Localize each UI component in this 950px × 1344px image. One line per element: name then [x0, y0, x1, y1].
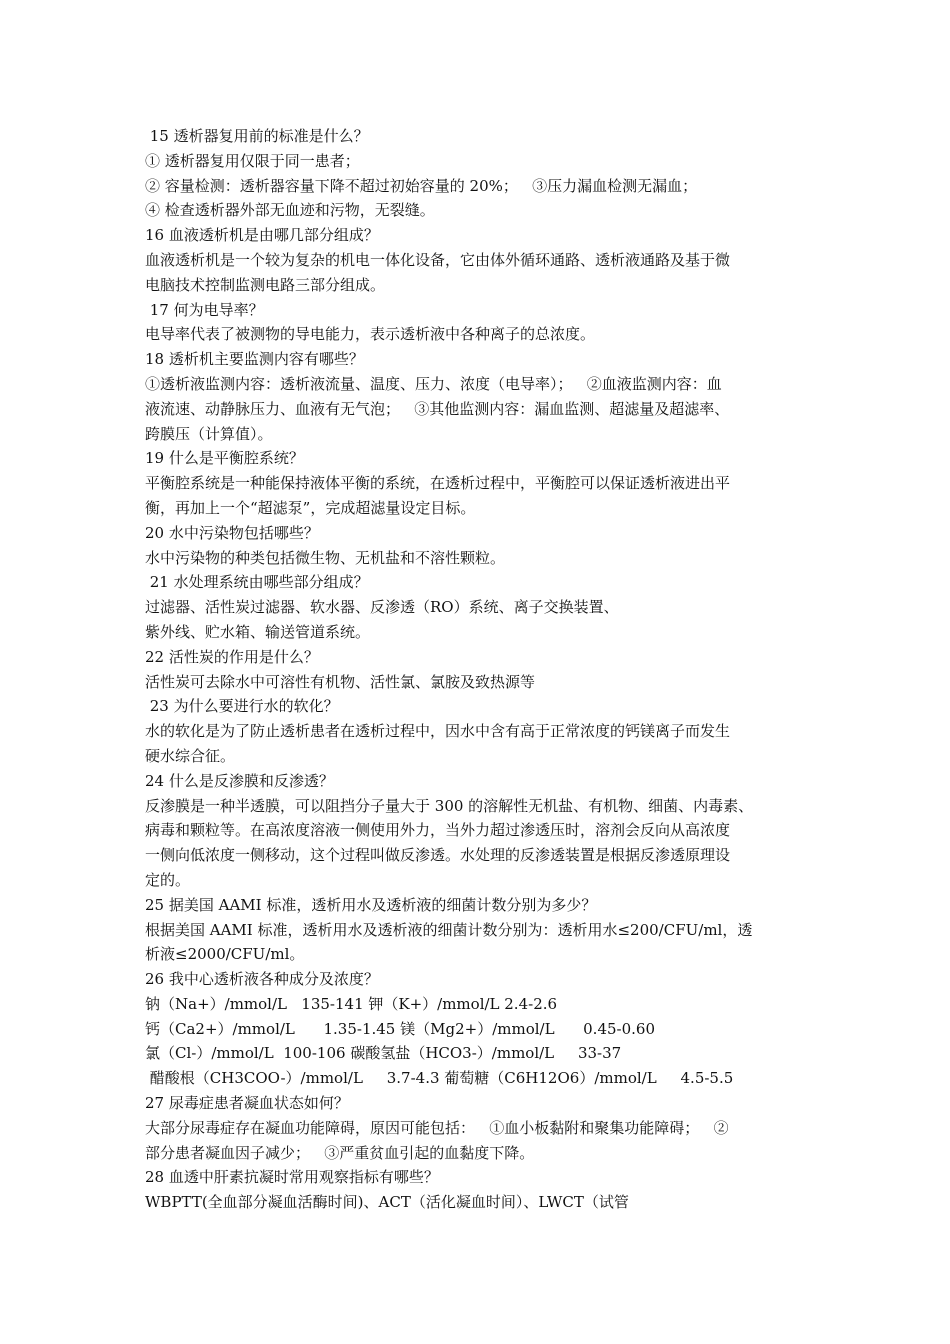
text-line: 16 血液透析机是由哪几部分组成？	[145, 226, 379, 245]
text-line: 21 水处理系统由哪些部分组成？	[145, 573, 369, 592]
text-line: 22 活性炭的作用是什么？	[145, 647, 319, 666]
text-line: 反渗膜是一种半透膜，可以阻挡分子量大于 300 的溶解性无机盐、有机物、细菌、内毒素、	[145, 796, 754, 815]
text-line: WBPTT(全血部分凝血活酶时间)、ACT（活化凝血时间）、LWCT（试管	[145, 1193, 629, 1212]
text-line: ② 容量检测：透析器容量下降不超过初始容量的 20%； ③压力漏血检测无漏血；	[145, 176, 698, 195]
text-line: 18 透析机主要监测内容有哪些？	[145, 350, 364, 369]
text-line: 电导率代表了被测物的导电能力，表示透析液中各种离子的总浓度。	[145, 325, 596, 344]
text-line: 钙（Ca2+）/mmol/L 1.35-1.45 镁（Mg2+）/mmol/L 0.45-0.60	[145, 1019, 656, 1038]
text-line: ④ 检查透析器外部无血迹和污物，无裂缝。	[145, 201, 435, 220]
text-line: 水的软化是为了防止透析患者在透析过程中，因水中含有高于正常浓度的钙镁离子而发生	[145, 722, 731, 741]
text-line: 平衡腔系统是一种能保持液体平衡的系统，在透析过程中，平衡腔可以保证透析液进出平	[145, 474, 731, 493]
text-line: 钠（Na+）/mmol/L 135-141 钾（K+）/mmol/L 2.4-2.6	[145, 994, 558, 1013]
text-line: 硬水综合征。	[145, 746, 236, 765]
text-line: ① 透析器复用仅限于同一患者；	[145, 151, 360, 170]
text-line: 20 水中污染物包括哪些？	[145, 523, 319, 542]
text-line: 19 什么是平衡腔系统？	[145, 449, 304, 468]
text-line: 液流速、动静脉压力、血液有无气泡； ③其他监测内容：漏血监测、超滤量及超滤率、	[145, 399, 730, 418]
text-line: 过滤器、活性炭过滤器、软水器、反渗透（RO）系统、离子交换装置、	[145, 598, 619, 617]
text-line: 定的。	[145, 870, 191, 889]
text-line: 血液透析机是一个较为复杂的机电一体化设备，它由体外循环通路、透析液通路及基于微	[145, 250, 731, 269]
text-line: 根据美国 AAMI 标准，透析用水及透析液的细菌计数分别为：透析用水≤200/CFU/ml，透	[145, 920, 753, 939]
text-line: 15 透析器复用前的标准是什么？	[145, 127, 369, 145]
text-line: 活性炭可去除水中可溶性有机物、活性氯、氯胺及致热源等	[145, 672, 536, 691]
text-line: 27 尿毒症患者凝血状态如何？	[145, 1094, 349, 1113]
text-line: 电脑技术控制监测电路三部分组成。	[145, 275, 386, 294]
text-line: ①透析液监测内容：透析液流量、温度、压力、浓度（电导率）； ②血液监测内容：血	[145, 374, 722, 393]
text-line: 水中污染物的种类包括微生物、无机盐和不溶性颗粒。	[145, 548, 506, 567]
document-body	[145, 124, 817, 1215]
text-line: 跨膜压（计算值）。	[145, 424, 273, 443]
text-line: 部分患者凝血因子减少； ③严重贫血引起的血黏度下降。	[145, 1143, 535, 1162]
text-line: 衡，再加上一个“超滤泵”，完成超滤量设定目标。	[145, 498, 476, 517]
text-line: 病毒和颗粒等。在高浓度溶液一侧使用外力，当外力超过渗透压时，溶剂会反向从高浓度	[145, 821, 731, 840]
text-line: 24 什么是反渗膜和反渗透？	[145, 771, 334, 790]
text-line: 23 为什么要进行水的软化？	[145, 697, 339, 716]
text-line: 一侧向低浓度一侧移动，这个过程叫做反渗透。水处理的反渗透装置是根据反渗透原理设	[145, 846, 731, 865]
text-line: 大部分尿毒症存在凝血功能障碍，原因可能包括： ①血小板黏附和聚集功能障碍； ②	[145, 1118, 729, 1137]
text-line: 17 何为电导率？	[145, 300, 264, 319]
text-line: 28 血透中肝素抗凝时常用观察指标有哪些？	[145, 1168, 439, 1187]
text-line: 氯（Cl-）/mmol/L 100-106 碳酸氢盐（HCO3-）/mmol/L 33-37	[145, 1044, 622, 1063]
text-line: 25 据美国 AAMI 标准，透析用水及透析液的细菌计数分别为多少？	[145, 895, 597, 914]
text-line: 紫外线、贮水箱、输送管道系统。	[145, 622, 371, 641]
text-line: 醋酸根（CH3COO-）/mmol/L 3.7-4.3 葡萄糖（C6H12O6）/mmol/L 4.5-5.5	[145, 1069, 734, 1088]
text-line: 析液≤2000/CFU/ml。	[145, 945, 305, 964]
text-line: 26 我中心透析液各种成分及浓度？	[145, 970, 379, 989]
